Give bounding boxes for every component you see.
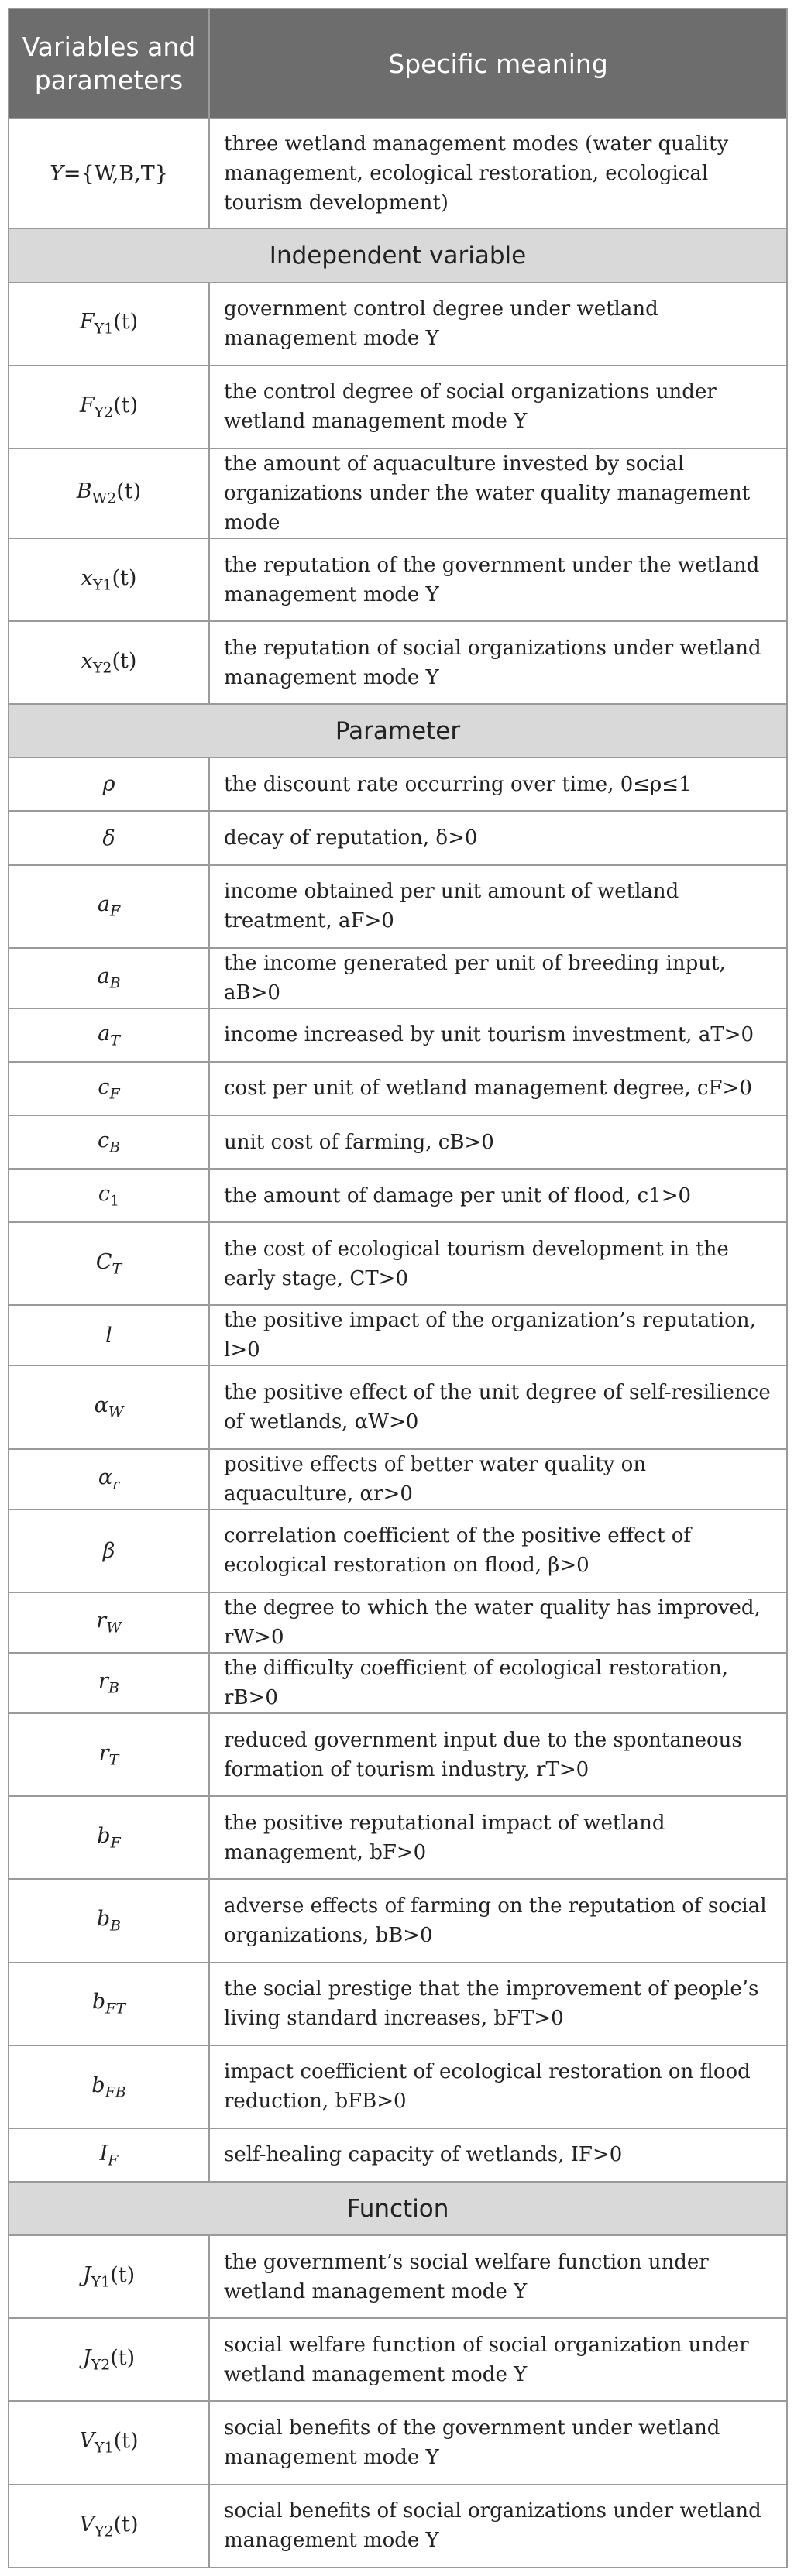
symbol-base: ρ bbox=[102, 772, 115, 797]
meaning-cell: income obtained per unit amount of wetland treatment, aF>0 bbox=[209, 865, 787, 948]
meaning-cell: the income generated per unit of breeding input, aB>0 bbox=[209, 948, 787, 1008]
symbol-subscript: Y1 bbox=[94, 2439, 114, 2457]
symbol-subscript: B bbox=[108, 1679, 119, 1697]
symbol-base: J bbox=[82, 2262, 91, 2287]
symbol-cell bbox=[9, 2485, 209, 2567]
meaning-cell: impact coefficient of ecological restoration on flood reduction, bFB>0 bbox=[209, 2045, 787, 2128]
symbol-base: δ bbox=[102, 826, 115, 850]
symbol-subscript: B bbox=[109, 1139, 121, 1156]
meaning-cell: the positive effect of the unit degree of self-resilience of wetlands, αW>0 bbox=[209, 1365, 787, 1448]
meaning-cell: the cost of ecological tourism development in the early stage, CT>0 bbox=[209, 1222, 787, 1305]
symbol-cell bbox=[9, 118, 209, 228]
symbol-subscript: 1 bbox=[110, 1192, 120, 1210]
meaning-cell: the degree to which the water quality has improved, rW>0 bbox=[209, 1592, 787, 1653]
symbol-base: I bbox=[99, 2141, 108, 2166]
table-row bbox=[9, 2485, 787, 2567]
symbol-subscript: B bbox=[110, 1917, 122, 1935]
symbol-base: r bbox=[98, 1669, 108, 1694]
table-row bbox=[9, 948, 787, 1008]
symbol-base: B bbox=[76, 479, 92, 504]
table-row bbox=[9, 865, 787, 948]
meaning-cell: positive effects of better water quality on aquaculture, αr>0 bbox=[209, 1449, 787, 1510]
symbol-argument: (t) bbox=[112, 565, 137, 590]
table-row bbox=[9, 757, 787, 811]
symbol-cell bbox=[9, 448, 209, 538]
symbol-subscript: T bbox=[110, 1032, 120, 1049]
table-row bbox=[9, 366, 787, 448]
table-row bbox=[9, 2235, 787, 2318]
meaning-cell: the government’s social welfare function under wetland management mode Y bbox=[209, 2235, 787, 2318]
meaning-cell: the discount rate occurring over time, 0≤ρ≤1 bbox=[209, 757, 787, 811]
table-row bbox=[9, 1008, 787, 1062]
table-row bbox=[9, 1305, 787, 1365]
table-row bbox=[9, 1879, 787, 1962]
symbol-base: Y bbox=[50, 161, 64, 186]
table-row bbox=[9, 283, 787, 366]
table-row bbox=[9, 1510, 787, 1592]
meaning-cell: self-healing capacity of wetlands, IF>0 bbox=[209, 2128, 787, 2182]
symbol-set: ={W,B,T} bbox=[63, 161, 168, 186]
meaning-cell: government control degree under wetland management mode Y bbox=[209, 283, 787, 366]
symbol-subscript: Y1 bbox=[92, 576, 112, 594]
section-row bbox=[9, 2182, 787, 2235]
symbol-cell bbox=[9, 283, 209, 366]
symbol-cell bbox=[9, 1449, 209, 1510]
symbol-subscript: W2 bbox=[91, 489, 117, 507]
table-row bbox=[9, 1222, 787, 1305]
table-row bbox=[9, 811, 787, 864]
header-row bbox=[9, 9, 787, 118]
symbol-base: l bbox=[105, 1323, 112, 1348]
symbol-base: b bbox=[96, 1907, 111, 1932]
symbol-cell bbox=[9, 538, 209, 621]
table-row bbox=[9, 1592, 787, 1653]
symbol-subscript: F bbox=[109, 1085, 120, 1103]
symbol-cell bbox=[9, 1115, 209, 1169]
table-row bbox=[9, 1449, 787, 1510]
meaning-cell: three wetland management modes (water quality management, ecological restoration, ecological tourism development) bbox=[209, 118, 787, 228]
section-row bbox=[9, 704, 787, 757]
meaning-cell: the difficulty coefficient of ecological restoration, rB>0 bbox=[209, 1653, 787, 1713]
meaning-cell: unit cost of farming, cB>0 bbox=[209, 1115, 787, 1169]
symbol-argument: (t) bbox=[110, 2262, 136, 2287]
symbol-cell bbox=[9, 2235, 209, 2318]
table-row bbox=[9, 2045, 787, 2128]
symbol-base: F bbox=[79, 393, 95, 417]
symbol-base: α bbox=[98, 1465, 113, 1489]
table-row bbox=[9, 1713, 787, 1796]
section-heading: Function bbox=[9, 2182, 787, 2235]
symbol-cell bbox=[9, 1510, 209, 1592]
meaning-cell: cost per unit of wetland management degree, cF>0 bbox=[209, 1062, 787, 1115]
symbol-cell bbox=[9, 1592, 209, 1653]
table-row bbox=[9, 1062, 787, 1115]
symbol-base: b bbox=[97, 1824, 111, 1849]
symbol-subscript: Y2 bbox=[91, 2356, 111, 2374]
symbol-subscript: Y2 bbox=[94, 403, 114, 421]
table-row bbox=[9, 1115, 787, 1169]
meaning-cell: the amount of aquaculture invested by social organizations under the water quality management mode bbox=[209, 448, 787, 538]
symbol-base: a bbox=[97, 964, 110, 989]
symbol-cell bbox=[9, 1796, 209, 1879]
symbol-base: r bbox=[96, 1609, 107, 1633]
symbol-base: c bbox=[97, 1128, 110, 1152]
symbol-subscript: W bbox=[108, 1403, 124, 1421]
table-body bbox=[9, 9, 787, 2567]
header-meaning: Specific meaning bbox=[209, 9, 787, 118]
table-row bbox=[9, 1365, 787, 1448]
symbol-subscript: Y1 bbox=[91, 2273, 111, 2291]
symbol-argument: (t) bbox=[113, 2512, 139, 2537]
symbol-argument: (t) bbox=[113, 310, 139, 335]
symbol-base: β bbox=[102, 1538, 115, 1563]
table-row bbox=[9, 2128, 787, 2182]
symbol-subscript: F bbox=[109, 902, 121, 920]
table-row bbox=[9, 621, 787, 704]
symbol-subscript: Y2 bbox=[92, 659, 112, 677]
symbol-base: x bbox=[81, 649, 93, 674]
symbol-subscript: F bbox=[110, 1834, 121, 1852]
meaning-cell: the positive impact of the organization’s reputation, l>0 bbox=[209, 1305, 787, 1365]
symbol-argument: (t) bbox=[113, 393, 139, 417]
symbol-cell bbox=[9, 1879, 209, 1962]
symbol-cell bbox=[9, 1713, 209, 1796]
section-heading: Independent variable bbox=[9, 228, 787, 282]
symbol-base: F bbox=[79, 310, 95, 335]
symbol-subscript: T bbox=[108, 1751, 119, 1769]
symbol-cell bbox=[9, 811, 209, 864]
meaning-cell: correlation coefficient of the positive effect of ecological restoration on flood, β>0 bbox=[209, 1510, 787, 1592]
symbol-subscript: W bbox=[106, 1619, 122, 1637]
symbol-cell bbox=[9, 757, 209, 811]
symbol-cell bbox=[9, 1653, 209, 1713]
symbol-cell bbox=[9, 1169, 209, 1222]
section-row bbox=[9, 228, 787, 282]
meaning-cell: adverse effects of farming on the reputation of social organizations, bB>0 bbox=[209, 1879, 787, 1962]
symbol-base: V bbox=[79, 2512, 95, 2537]
table-row bbox=[9, 2401, 787, 2484]
symbol-argument: (t) bbox=[116, 479, 142, 504]
symbol-base: x bbox=[81, 565, 93, 590]
meaning-cell: the social prestige that the improvement of people’s living standard increases, bFT>0 bbox=[209, 1963, 787, 2045]
header-variables: Variables and parameters bbox=[9, 9, 209, 118]
meaning-cell: the amount of damage per unit of flood, c1>0 bbox=[209, 1169, 787, 1222]
table-row bbox=[9, 1796, 787, 1879]
variables-table bbox=[8, 8, 788, 2568]
symbol-subscript: B bbox=[109, 974, 121, 992]
symbol-subscript: FT bbox=[105, 2000, 126, 2018]
table-row bbox=[9, 2318, 787, 2401]
symbol-cell bbox=[9, 865, 209, 948]
symbol-base: α bbox=[94, 1393, 108, 1418]
meaning-cell: the positive reputational impact of wetland management, bF>0 bbox=[209, 1796, 787, 1879]
symbol-cell bbox=[9, 1008, 209, 1062]
symbol-subscript: FB bbox=[105, 2083, 126, 2101]
symbol-cell bbox=[9, 2045, 209, 2128]
symbol-base: a bbox=[97, 892, 110, 917]
symbol-cell bbox=[9, 621, 209, 704]
symbol-cell bbox=[9, 2128, 209, 2182]
symbol-subscript: Y1 bbox=[94, 320, 114, 338]
section-heading: Parameter bbox=[9, 704, 787, 757]
meaning-cell: social benefits of social organizations under wetland management mode Y bbox=[209, 2485, 787, 2567]
symbol-base: b bbox=[91, 2073, 105, 2097]
symbol-base: r bbox=[98, 1741, 109, 1765]
meaning-cell: the control degree of social organizations under wetland management mode Y bbox=[209, 366, 787, 448]
symbol-argument: (t) bbox=[110, 2346, 136, 2371]
symbol-argument: (t) bbox=[113, 2429, 139, 2454]
symbol-base: a bbox=[98, 1021, 111, 1046]
intro-row bbox=[9, 118, 787, 228]
symbol-subscript: Y2 bbox=[94, 2522, 114, 2540]
symbol-cell bbox=[9, 366, 209, 448]
table-row bbox=[9, 1653, 787, 1713]
meaning-cell: income increased by unit tourism investment, aT>0 bbox=[209, 1008, 787, 1062]
table-row bbox=[9, 1169, 787, 1222]
meaning-cell: social welfare function of social organization under wetland management mode Y bbox=[209, 2318, 787, 2401]
symbol-base: b bbox=[91, 1990, 106, 2014]
symbol-base: J bbox=[82, 2346, 91, 2371]
symbol-base: c bbox=[98, 1074, 110, 1099]
symbol-cell bbox=[9, 2401, 209, 2484]
meaning-cell: social benefits of the government under wetland management mode Y bbox=[209, 2401, 787, 2484]
symbol-cell bbox=[9, 1062, 209, 1115]
symbol-cell bbox=[9, 1365, 209, 1448]
symbol-base: c bbox=[98, 1181, 111, 1206]
table-row bbox=[9, 538, 787, 621]
symbol-cell bbox=[9, 1963, 209, 2045]
meaning-cell: the reputation of the government under the wetland management mode Y bbox=[209, 538, 787, 621]
symbol-base: V bbox=[79, 2429, 95, 2454]
table-row bbox=[9, 448, 787, 538]
meaning-cell: reduced government input due to the spontaneous formation of tourism industry, rT>0 bbox=[209, 1713, 787, 1796]
symbol-subscript: T bbox=[112, 1260, 122, 1278]
meaning-cell: the reputation of social organizations under wetland management mode Y bbox=[209, 621, 787, 704]
symbol-cell bbox=[9, 2318, 209, 2401]
meaning-cell: decay of reputation, δ>0 bbox=[209, 811, 787, 864]
symbol-base: C bbox=[95, 1250, 112, 1275]
symbol-subscript: F bbox=[108, 2152, 119, 2169]
table-row bbox=[9, 1963, 787, 2045]
symbol-cell bbox=[9, 948, 209, 1008]
symbol-subscript: r bbox=[112, 1475, 120, 1493]
symbol-cell bbox=[9, 1222, 209, 1305]
symbol-argument: (t) bbox=[112, 649, 137, 674]
symbol-cell bbox=[9, 1305, 209, 1365]
